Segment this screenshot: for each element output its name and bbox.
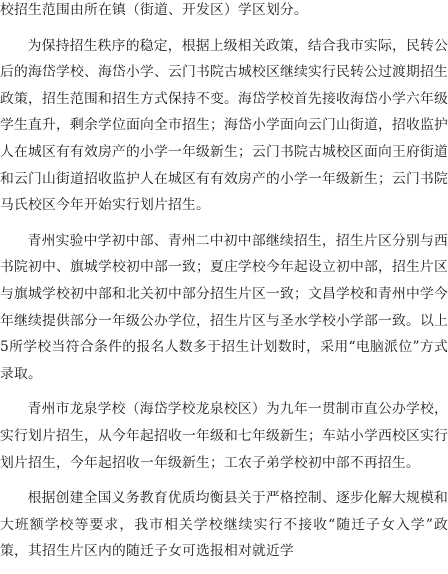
paragraph-5: 根据创建全国义务教育优质均衡县关于严格控制、逐步化解大规模和大班额学校等要求，我市相关学校继续实行不接收“随迁子女入学”政策，其招生片区内的随迁子女可选报相对就近学 xyxy=(0,490,448,560)
paragraph-1: 校招生范围由所在镇（街道、开发区）学区划分。 xyxy=(0,2,308,18)
paragraph-3: 青州实验中学初中部、青州二中初中部继续招生，招生片区分别与西书院初中、旗城学校初中部一致；夏庄学校今年起设立初中部，招生片区与旗城学校初中部和北关初中部分招生片区一致；文昌学校和青州中学今年继续提供部分一年级公办学位，招生片区与圣水学校小学部一致。以上5所学校当符合条件的报名人数多于招生计划数时，采用“电脑派位”方式录取。 xyxy=(0,232,448,382)
paragraph-2: 为保持招生秩序的稳定，根据上级相关政策，结合我市实际，民转公后的海岱学校、海岱小学、云门书院古城校区继续实行民转公过渡期招生政策，招生范围和招生方式保持不变。海岱学校首先接收海岱小学六年级学生直升，剩余学位面向全市招生；海岱小学面向云门山街道，招收监护人在城区有有效房产的小学一年级新生；云门书院古城校区面向王府街道和云门山街道招收监护人在城区有有效房产的小学一年级新生；云门书院马氏校区今年开始实行划片招生。 xyxy=(0,37,448,214)
paragraph-4: 青州市龙泉学校（海岱学校龙泉校区）为九年一贯制市直公办学校，实行划片招生，从今年起招收一年级和七年级新生；车站小学西校区实行划片招生，今年起招收一年级新生；工农子弟学校初中部不再招生。 xyxy=(0,401,448,471)
